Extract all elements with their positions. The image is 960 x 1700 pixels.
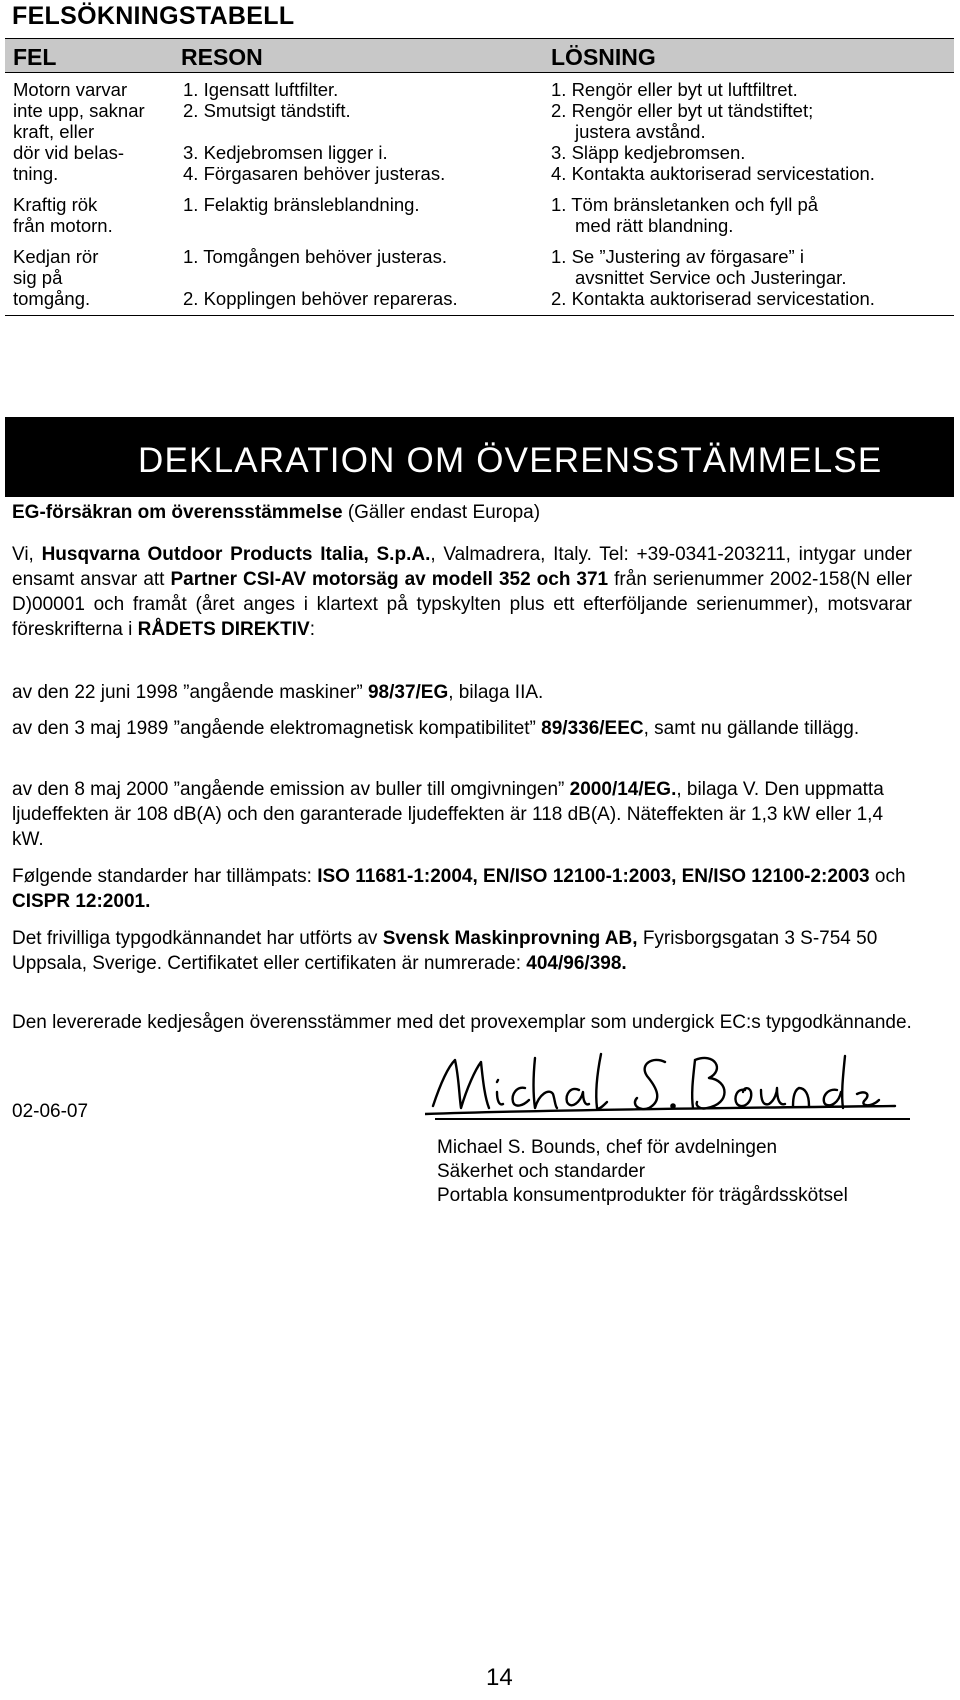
fel-line: sig på xyxy=(13,267,63,288)
losning-cell xyxy=(543,188,954,240)
losning-line: justera avstånd. xyxy=(575,121,706,142)
losning-line: 2. Rengör eller byt ut tändstiftet; xyxy=(551,100,814,121)
company-name: Husqvarna Outdoor Products Italia, S.p.A. xyxy=(41,544,431,565)
text: och xyxy=(874,866,906,887)
losning-line: 1. Töm bränsletanken och fyll på xyxy=(551,194,819,215)
table-row xyxy=(5,240,954,316)
text: , bilaga IIA. xyxy=(448,682,544,703)
eg-note: (Gäller endast Europa) xyxy=(347,502,541,523)
directive-code: 98/37/EG xyxy=(367,682,449,703)
losning-line: med rätt blandning. xyxy=(575,215,734,236)
losning-cell xyxy=(543,73,954,189)
signer-department: Säkerhet och standarder xyxy=(437,1161,646,1182)
declaration-title: DEKLARATION OM ÖVERENSSTÄMMELSE xyxy=(138,441,883,480)
fel-line: från motorn. xyxy=(13,215,113,236)
declaration-date: 02-06-07 xyxy=(12,1101,89,1122)
cispr-standard: CISPR 12:2001. xyxy=(12,891,151,912)
product-name: Partner CSI-AV motorsäg av modell 352 och 371 xyxy=(170,569,609,590)
signature-line xyxy=(435,1118,910,1120)
header-reson: RESON xyxy=(173,39,543,73)
declaration-paragraph-2 xyxy=(12,680,912,705)
declaration-paragraph-4 xyxy=(12,777,912,852)
reson-line: 4. Förgasaren behöver justeras. xyxy=(183,163,446,184)
troubleshooting-table xyxy=(5,38,954,316)
losning-line: 4. Kontakta auktoriserad servicestation. xyxy=(551,163,875,184)
declaration-paragraph-5 xyxy=(12,864,912,914)
declaration-paragraph-6 xyxy=(12,926,912,976)
table-row xyxy=(5,73,954,189)
declaration-paragraph-3 xyxy=(12,716,912,741)
page-number: 14 xyxy=(486,1664,513,1691)
text: : xyxy=(309,619,316,640)
reson-line: 2. Smutsigt tändstift. xyxy=(183,100,351,121)
fel-line: dör vid belas- xyxy=(13,142,125,163)
signer-block xyxy=(437,1136,848,1208)
declaration-banner xyxy=(5,417,954,497)
reson-cell xyxy=(173,240,543,316)
reson-line: 1. Igensatt luftfilter. xyxy=(183,79,339,100)
signer-name: Michael S. Bounds, chef för avdelningen xyxy=(437,1137,778,1158)
fel-cell xyxy=(5,188,173,240)
text: Den levererade kedjesågen överensstämmer med det provexemplar som undergick EC:s typgodkännande. xyxy=(12,1012,912,1033)
fel-line: tomgång. xyxy=(13,288,91,309)
text: från serienummer 2002-158(N eller D)00001 och framåt (året anges i klartext på typskylten plus ett efterföljande serienummer), motsvarar föreskrifterna i xyxy=(12,569,913,640)
fel-cell xyxy=(5,73,173,189)
text: av den 8 maj 2000 ”angående emission av buller till omgivningen” xyxy=(12,779,565,800)
text: , samt nu gällande tillägg. xyxy=(643,718,860,739)
eg-line xyxy=(12,500,912,525)
reson-line: 1. Tomgången behöver justeras. xyxy=(183,246,447,267)
losning-line: 1. Rengör eller byt ut luftfiltret. xyxy=(551,79,798,100)
directive-code: 2000/14/EG. xyxy=(569,779,677,800)
fel-line: tning. xyxy=(13,163,59,184)
fel-line: inte upp, saknar xyxy=(13,100,145,121)
reson-line: 1. Felaktig bränsleblandning. xyxy=(183,194,420,215)
reson-cell xyxy=(173,188,543,240)
text: Fyrisborgsgatan 3 S-754 50 Uppsala, Sverige. Certifikatet eller certifikaten är numrerade: xyxy=(12,928,878,974)
declaration-paragraph-1 xyxy=(12,542,912,642)
text: Følgende standarder har tillämpats: xyxy=(12,866,312,887)
text: av den 3 maj 1989 ”angående elektromagnetisk kompatibilitet” xyxy=(12,718,536,739)
losning-line: 2. Kontakta auktoriserad servicestation. xyxy=(551,288,875,309)
fel-cell xyxy=(5,240,173,316)
fel-line: Kedjan rör xyxy=(13,246,99,267)
certificate-number: 404/96/398. xyxy=(526,953,627,974)
directive-code: 89/336/EEC xyxy=(541,718,644,739)
fel-line: Kraftig rök xyxy=(13,194,98,215)
text: , bilaga V. Den uppmatta ljudeffekten är 108 dB(A) och den garanterade ljudeffekten är 118 dB(A). Näteffekten är 1,3 kW eller 1,4 kW. xyxy=(12,779,884,850)
approval-body: Svensk Maskinprovning AB, xyxy=(382,928,638,949)
troubleshooting-title: FELSÖKNINGSTABELL xyxy=(12,2,295,30)
signer-division: Portabla konsumentprodukter för trägårdsskötsel xyxy=(437,1185,848,1206)
signature-image xyxy=(425,1048,905,1128)
text: Vi, xyxy=(12,544,34,565)
declaration-paragraph-7 xyxy=(12,1010,912,1035)
losning-line: 3. Släpp kedjebromsen. xyxy=(551,142,746,163)
text: av den 22 juni 1998 ”angående maskiner” xyxy=(12,682,363,703)
fel-line: kraft, eller xyxy=(13,121,95,142)
eg-heading: EG-försäkran om överensstämmelse xyxy=(12,502,343,523)
directive-label: RÅDETS DIREKTIV xyxy=(137,619,310,640)
header-losning: LÖSNING xyxy=(543,39,954,73)
losning-line: avsnittet Service och Justeringar. xyxy=(575,267,847,288)
reson-cell xyxy=(173,73,543,189)
text: , Valmadrera, Italy. Tel: +39-0341-203211, intygar under ensamt ansvar att xyxy=(12,544,913,590)
fel-line: Motorn varvar xyxy=(13,79,128,100)
reson-line: 2. Kopplingen behöver repareras. xyxy=(183,288,458,309)
text: Det frivilliga typgodkännandet har utförts av xyxy=(12,928,378,949)
table-row xyxy=(5,188,954,240)
header-fel: FEL xyxy=(5,39,173,73)
losning-cell xyxy=(543,240,954,316)
standards-list: ISO 11681-1:2004, EN/ISO 12100-1:2003, EN/ISO 12100-2:2003 xyxy=(317,866,870,887)
losning-line: 1. Se ”Justering av förgasare” i xyxy=(551,246,804,267)
reson-line: 3. Kedjebromsen ligger i. xyxy=(183,142,388,163)
